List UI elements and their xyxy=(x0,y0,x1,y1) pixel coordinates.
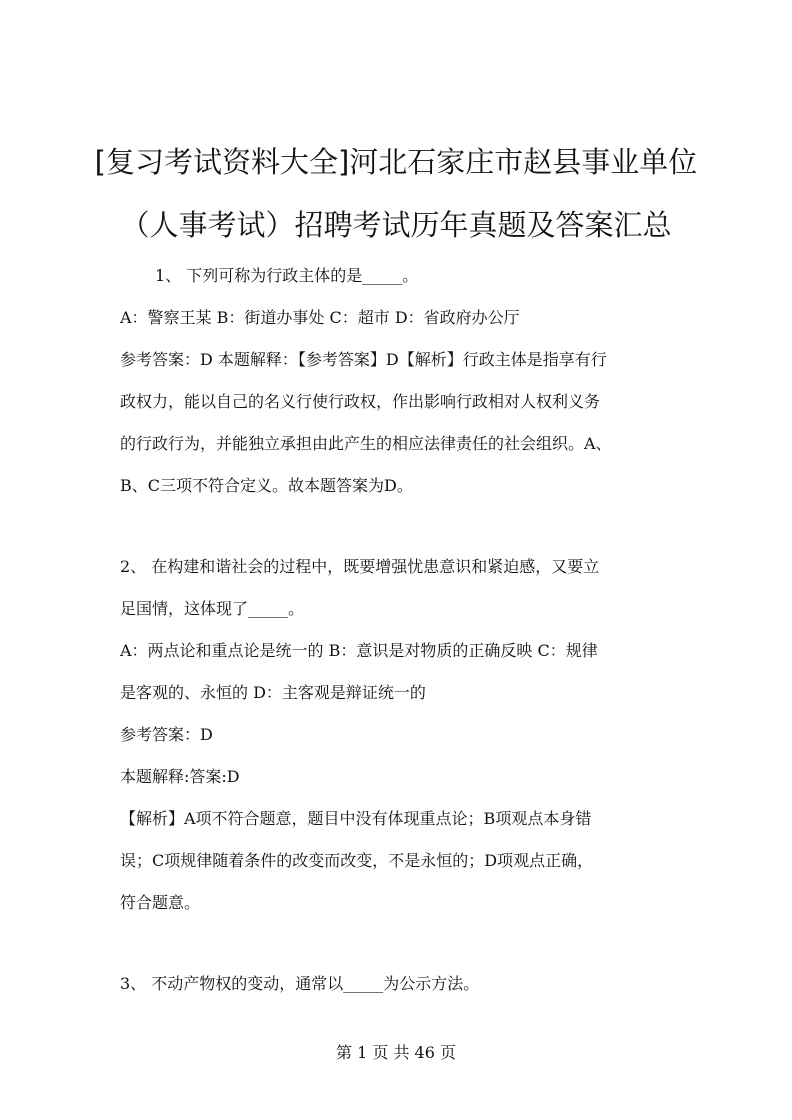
question-1-answer-line-3: 的行政行为，并能独立承担由此产生的相应法律责任的社会组织。A、 xyxy=(120,434,612,453)
question-1-options: A：警察王某 B：街道办事处 C：超市 D：省政府办公厅 xyxy=(120,308,520,327)
question-2-prompt-line-2: 足国情，这体现了_____。 xyxy=(120,599,305,618)
question-1-answer-line-4: B、C三项不符合定义。故本题答案为D。 xyxy=(120,476,413,495)
question-2-explanation-line-3: 符合题意。 xyxy=(120,893,201,912)
question-2-explanation-answer: 本题解释:答案:D xyxy=(120,767,240,786)
page-number-footer: 第 1 页 共 46 页 xyxy=(336,1043,456,1062)
question-2-answer: 参考答案：D xyxy=(120,725,213,744)
question-2-options-line-2: 是客观的、永恒的 D：主客观是辩证统一的 xyxy=(120,683,426,702)
question-1-prompt: 1、 下列可称为行政主体的是_____。 xyxy=(155,266,419,285)
question-3-prompt: 3、 不动产物权的变动，通常以_____为公示方法。 xyxy=(120,974,480,993)
question-2-options-line-1: A：两点论和重点论是统一的 B：意识是对物质的正确反映 C：规律 xyxy=(120,641,598,660)
document-title-line-1: [复习考试资料大全]河北石家庄市赵县事业单位 xyxy=(94,145,698,179)
question-2-explanation-line-2: 误；C项规律随着条件的改变而改变，不是永恒的；D项观点正确， xyxy=(120,851,594,870)
question-1-answer-line-2: 政权力，能以自己的名义行使行政权，作出影响行政相对人权利义务 xyxy=(120,392,601,411)
question-1-answer-line-1: 参考答案：D 本题解释：【参考答案】D【解析】行政主体是指享有行 xyxy=(120,350,607,369)
question-2-explanation-line-1: 【解析】A项不符合题意，题目中没有体现重点论；B项观点本身错 xyxy=(120,809,592,828)
question-2-prompt-line-1: 2、 在构建和谐社会的过程中，既要增强忧患意识和紧迫感，又要立 xyxy=(120,557,600,576)
document-title-line-2: （人事考试）招聘考试历年真题及答案汇总 xyxy=(120,208,672,242)
